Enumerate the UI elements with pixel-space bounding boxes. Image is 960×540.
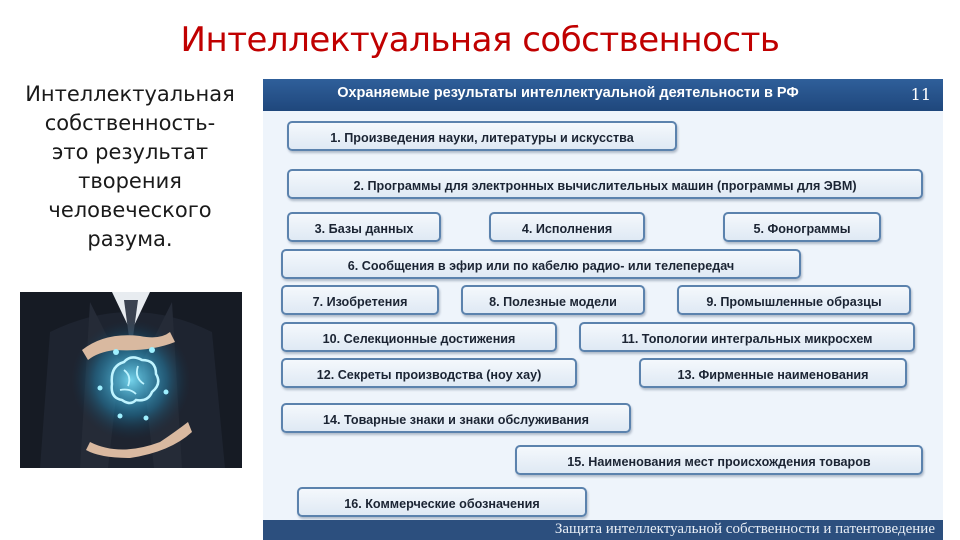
businessman-photo: [20, 292, 242, 468]
result-item: 14. Товарные знаки и знаки обслуживания: [281, 403, 631, 433]
panel-header: [263, 79, 943, 111]
result-item: 2. Программы для электронных вычислительных машин (программы для ЭВМ): [287, 169, 923, 199]
result-item: 15. Наименования мест происхождения товаров: [515, 445, 923, 475]
result-item: 13. Фирменные наименования: [639, 358, 907, 388]
definition-line: это результат: [51, 140, 209, 164]
result-item: 11. Топологии интегральных микросхем: [579, 322, 915, 352]
protected-results-panel: [263, 79, 943, 540]
result-item: 4. Исполнения: [489, 212, 645, 242]
definition-text: [10, 80, 250, 254]
result-item: 6. Сообщения в эфир или по кабелю радио- или телепередач: [281, 249, 801, 279]
definition-line: разума.: [87, 227, 173, 251]
definition-line: человеческого: [48, 198, 212, 222]
slide-number: 11: [910, 85, 931, 104]
result-item: 5. Фонограммы: [723, 212, 881, 242]
businessman-illustration: [20, 292, 242, 468]
definition-line: творения: [78, 169, 182, 193]
definition-line: Интеллектуальная: [25, 82, 235, 106]
result-item: 3. Базы данных: [287, 212, 441, 242]
result-item: 10. Селекционные достижения: [281, 322, 557, 352]
panel-title: Охраняемые результаты интеллектуальной деятельности в РФ: [337, 85, 799, 101]
result-item: 9. Промышленные образцы: [677, 285, 911, 315]
definition-line: собственность-: [44, 111, 216, 135]
result-item: 7. Изобретения: [281, 285, 439, 315]
panel-footer: [263, 520, 943, 540]
footer-text: Защита интеллектуальной собственности и патентоведение: [554, 521, 935, 537]
result-item: 8. Полезные модели: [461, 285, 645, 315]
result-item: 1. Произведения науки, литературы и искусства: [287, 121, 677, 151]
result-item: 12. Секреты производства (ноу хау): [281, 358, 577, 388]
slide-title: Интеллектуальная собственность: [180, 20, 780, 60]
result-item: 16. Коммерческие обозначения: [297, 487, 587, 517]
